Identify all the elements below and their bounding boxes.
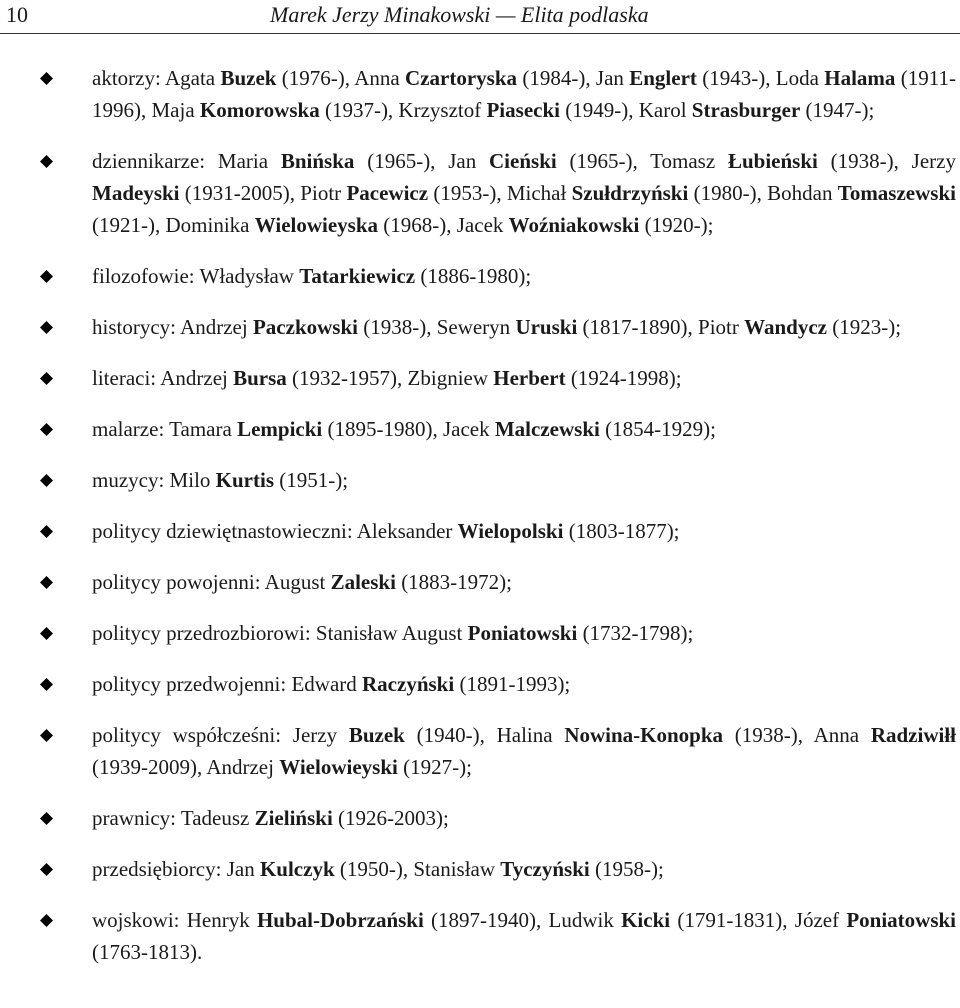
text-segment: (1911-1996), Maja <box>92 66 956 122</box>
list-item-text <box>92 908 956 964</box>
text-segment: (1949-), Karol <box>559 98 692 122</box>
surname: Buzek <box>220 66 277 90</box>
surname: Kicki <box>621 908 671 932</box>
text-segment: dziennikarze: Maria <box>92 149 281 173</box>
surname: Buzek <box>348 723 405 747</box>
surname: Bnińska <box>280 149 355 173</box>
surname: Paczkowski <box>252 315 358 339</box>
text-segment: (1924-1998); <box>565 366 682 390</box>
text-segment: (1950-), Stanisław <box>334 857 501 881</box>
text-segment: (1984-), Jan <box>517 66 630 90</box>
list-item <box>0 362 960 394</box>
surname: Uruski <box>515 315 578 339</box>
text-segment: (1965-), Tomasz <box>556 149 728 173</box>
diamond-bullet-icon <box>40 678 53 691</box>
list-item-text <box>92 570 512 594</box>
text-segment: politycy przedwojenni: Edward <box>92 672 363 696</box>
surname: Herbert <box>493 366 566 390</box>
surname: Englert <box>629 66 697 90</box>
text-segment: (1958-); <box>589 857 664 881</box>
surname: Raczyński <box>362 672 455 696</box>
text-segment: politycy powojenni: August <box>92 570 331 594</box>
surname: Strasburger <box>691 98 801 122</box>
list-item-text <box>92 519 680 543</box>
text-segment: historycy: Andrzej <box>92 315 253 339</box>
surname: Kulczyk <box>259 857 335 881</box>
text-segment: (1883-1972); <box>395 570 513 594</box>
page-number: 10 <box>6 2 28 27</box>
diamond-bullet-icon <box>40 863 53 876</box>
surname: Woźniakowski <box>508 213 640 237</box>
list-item-text <box>92 264 531 288</box>
text-segment: (1938-), Jerzy <box>817 149 956 173</box>
diamond-bullet-icon <box>40 270 53 283</box>
list-item-text <box>92 315 901 339</box>
text-segment: (1732-1798); <box>577 621 694 645</box>
list-item <box>0 515 960 547</box>
text-segment: przedsiębiorcy: Jan <box>92 857 260 881</box>
list-item <box>0 566 960 598</box>
list-item-text <box>92 366 682 390</box>
header-rule <box>0 33 960 34</box>
diamond-bullet-icon <box>40 474 53 487</box>
text-segment: (1951-); <box>274 468 349 492</box>
page-header <box>0 0 960 34</box>
diamond-bullet-icon <box>40 914 53 927</box>
text-segment: (1938-), Seweryn <box>357 315 516 339</box>
list-item <box>0 853 960 885</box>
list-item-text <box>92 149 956 237</box>
text-segment: politycy współcześni: Jerzy <box>92 723 349 747</box>
surname: Pacewicz <box>346 181 429 205</box>
surname: Radziwiłł <box>870 723 956 747</box>
text-segment: (1943-), Loda <box>696 66 825 90</box>
text-segment: (1891-1993); <box>454 672 571 696</box>
text-segment: (1937-), Krzysztof <box>319 98 487 122</box>
text-segment: malarze: Tamara <box>92 417 238 441</box>
text-segment: (1763-1813). <box>92 940 203 964</box>
text-segment: (1895-1980), Jacek <box>322 417 495 441</box>
list-item-text <box>92 723 956 779</box>
list-item <box>0 62 960 126</box>
surname: Nowina-Konopka <box>564 723 724 747</box>
surname: Kurtis <box>215 468 274 492</box>
text-segment: (1965-), Jan <box>354 149 490 173</box>
list-item-text <box>92 66 956 122</box>
text-segment: filozofowie: Władysław <box>92 264 300 288</box>
text-segment: (1953-), Michał <box>428 181 572 205</box>
surname: Cieński <box>489 149 557 173</box>
list-item <box>0 617 960 649</box>
surname: Łubieński <box>727 149 818 173</box>
surname: Piasecki <box>486 98 560 122</box>
text-segment: (1939-2009), Andrzej <box>92 755 280 779</box>
list-item-text <box>92 806 449 830</box>
surname: Komorowska <box>199 98 320 122</box>
text-segment: (1976-), Anna <box>276 66 406 90</box>
text-segment: politycy dziewiętnastowieczni: Aleksander <box>92 519 458 543</box>
list-item <box>0 311 960 343</box>
surname: Malczewski <box>494 417 600 441</box>
list-item <box>0 802 960 834</box>
text-segment: (1932-1957), Zbigniew <box>286 366 494 390</box>
text-segment: (1886-1980); <box>415 264 532 288</box>
text-segment: (1980-), Bohdan <box>688 181 838 205</box>
list-item <box>0 668 960 700</box>
text-segment: prawnicy: Tadeusz <box>92 806 255 830</box>
list-item <box>0 464 960 496</box>
surname: Poniatowski <box>467 621 578 645</box>
surname: Halama <box>824 66 896 90</box>
text-segment: (1817-1890), Piotr <box>577 315 745 339</box>
text-segment: literaci: Andrzej <box>92 366 234 390</box>
diamond-bullet-icon <box>40 525 53 538</box>
surname: Szułdrzyński <box>571 181 689 205</box>
diamond-bullet-icon <box>40 372 53 385</box>
text-segment: (1940-), Halina <box>404 723 565 747</box>
text-segment: (1854-1929); <box>599 417 716 441</box>
surname: Wielopolski <box>457 519 564 543</box>
text-segment: (1920-); <box>639 213 714 237</box>
text-segment: (1927-); <box>397 755 472 779</box>
surname: Wandycz <box>744 315 827 339</box>
diamond-bullet-icon <box>40 627 53 640</box>
diamond-bullet-icon <box>40 576 53 589</box>
surname: Zieliński <box>254 806 333 830</box>
list-item-text <box>92 621 693 645</box>
text-segment: (1926-2003); <box>332 806 449 830</box>
list-item-text <box>92 857 664 881</box>
list-item <box>0 260 960 292</box>
text-segment: politycy przedrozbiorowi: Stanisław August <box>92 621 468 645</box>
surname: Madeyski <box>92 181 180 205</box>
text-segment: aktorzy: Agata <box>92 66 221 90</box>
text-segment: (1923-); <box>826 315 902 339</box>
surname: Poniatowski <box>846 908 956 932</box>
surname: Zaleski <box>330 570 396 594</box>
surname: Tyczyński <box>500 857 590 881</box>
text-segment: (1931-2005), Piotr <box>179 181 347 205</box>
text-segment: (1947-); <box>800 98 875 122</box>
surname: Wielowieyski <box>279 755 398 779</box>
diamond-bullet-icon <box>40 321 53 334</box>
text-segment: muzycy: Milo <box>92 468 216 492</box>
surname: Wielowieyska <box>254 213 379 237</box>
list-item-text <box>92 468 348 492</box>
diamond-bullet-icon <box>40 155 53 168</box>
surname: Czartoryska <box>405 66 518 90</box>
list-item <box>0 145 960 241</box>
list-item-text <box>92 672 570 696</box>
text-segment: (1803-1877); <box>563 519 680 543</box>
text-segment: wojskowi: Henryk <box>92 908 257 932</box>
surname: Bursa <box>233 366 287 390</box>
text-segment: (1921-), Dominika <box>92 213 255 237</box>
surname: Hubal-Dobrzański <box>256 908 424 932</box>
diamond-bullet-icon <box>40 423 53 436</box>
diamond-bullet-icon <box>40 72 53 85</box>
list-item <box>0 413 960 445</box>
text-segment: (1897-1940), Ludwik <box>423 908 622 932</box>
profession-list <box>0 62 960 987</box>
surname: Lempicki <box>237 417 323 441</box>
text-segment: (1791-1831), Józef <box>670 908 847 932</box>
text-segment: (1968-), Jacek <box>378 213 509 237</box>
diamond-bullet-icon <box>40 729 53 742</box>
surname: Tatarkiewicz <box>299 264 416 288</box>
list-item-text <box>92 417 716 441</box>
list-item <box>0 719 960 783</box>
running-title: Marek Jerzy Minakowski — Elita podlaska <box>270 2 649 27</box>
text-segment: (1938-), Anna <box>723 723 871 747</box>
list-item <box>0 904 960 968</box>
diamond-bullet-icon <box>40 812 53 825</box>
surname: Tomaszewski <box>837 181 956 205</box>
